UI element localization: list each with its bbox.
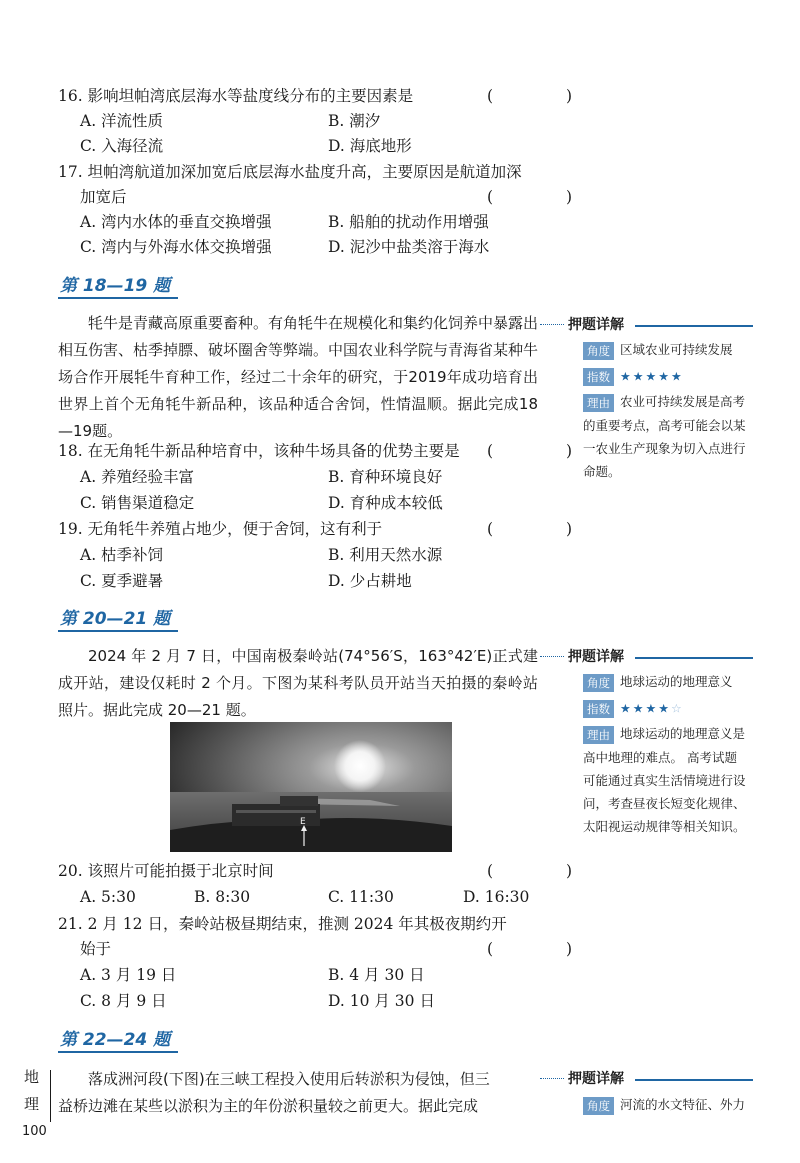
q18-option-d: D. 育种成本较低 <box>328 494 443 512</box>
dotted-leader <box>540 656 564 657</box>
q21-option-a: A. 3 月 19 日 <box>80 966 177 984</box>
sidebar-title: 押题详解 <box>568 649 624 665</box>
sidebar-title: 押题详解 <box>568 1071 624 1087</box>
q18-option-b: B. 育种环境良好 <box>328 468 443 486</box>
star-rating-icon: ★★★★★ <box>620 369 684 384</box>
index-tag: 指数 <box>583 368 614 386</box>
qinling-station-photo <box>170 722 452 852</box>
q17-option-a: A. 湾内水体的垂直交换增强 <box>80 213 272 231</box>
reason-line3: 一农业生产现象为切入点进行 <box>583 441 746 456</box>
sidebar-rule <box>635 325 753 327</box>
reason-line2: 的重要考点，高考可能会以某 <box>583 418 746 433</box>
q21-option-d: D. 10 月 30 日 <box>328 992 435 1010</box>
q21-stem-line2: 始于 <box>80 940 112 958</box>
subject-label-2: 理 <box>24 1095 40 1113</box>
q18-stem: 18. 在无角牦牛新品种培育中，该种牛场具备的优势主要是 <box>58 442 460 460</box>
sidebar-index-row-1 <box>583 366 684 387</box>
reason-line2: 高中地理的难点。 高考试题 <box>583 750 737 765</box>
q16-option-a: A. 洋流性质 <box>80 112 164 130</box>
angle-text: 河流的水文特征、外力 <box>620 1097 746 1112</box>
sidebar-rule <box>635 1079 753 1081</box>
q20-option-c: C. 11:30 <box>328 888 394 906</box>
angle-text: 区域农业可持续发展 <box>620 342 733 357</box>
compass-label: E <box>300 817 306 827</box>
reason-tag: 理由 <box>583 394 614 412</box>
reason-line4: 命题。 <box>583 464 621 479</box>
subject-label-1: 地 <box>24 1068 40 1086</box>
sidebar-title: 押题详解 <box>568 317 624 333</box>
q16-option-d: D. 海底地形 <box>328 137 412 155</box>
sidebar-reason-row-2 <box>583 724 745 744</box>
angle-tag: 角度 <box>583 674 614 692</box>
q21-option-c: C. 8 月 9 日 <box>80 992 167 1010</box>
reason-tag: 理由 <box>583 726 614 744</box>
angle-text: 地球运动的地理意义 <box>620 674 733 689</box>
q17-stem-line2: 加宽后 <box>80 188 127 206</box>
reason-line1: 农业可持续发展是高考 <box>620 394 746 409</box>
sidebar-index-row-2 <box>583 698 684 719</box>
q21-answer-paren: ( ) <box>487 940 607 958</box>
page-number: 100 <box>22 1124 47 1139</box>
q20-option-b: B. 8:30 <box>194 888 251 906</box>
star-rating-icon: ★★★★ <box>620 701 672 716</box>
reason-line4: 问，考查昼夜长短变化规律、 <box>583 796 746 811</box>
q16-option-b: B. 潮汐 <box>328 112 381 130</box>
q18-option-c: C. 销售渠道稳定 <box>80 494 195 512</box>
material-20-21: 2024 年 2 月 7 日，中国南极秦岭站(74°56′S，163°42′E)正式建成开站，建设仅耗时 2 个月。下图为某科考队员开站当天拍摄的秦岭站照片。据此完成 20—21 题。 <box>58 647 538 719</box>
material-22-24-line2: 益桥边滩在某些以淤积为主的年份淤积量较之前更大。据此完成 <box>58 1097 479 1115</box>
q17-answer-paren: ( ) <box>487 188 607 206</box>
section-rule <box>58 297 178 299</box>
q17-option-d: D. 泥沙中盐类溶于海水 <box>328 238 490 256</box>
sidebar-angle-row-1 <box>583 340 733 360</box>
photo-illustration <box>170 722 452 852</box>
section-title-22-24: 第 22—24 题 <box>60 1030 171 1050</box>
sidebar-reason-text-2 <box>583 746 755 838</box>
section-title-18-19: 第 18—19 题 <box>60 276 171 296</box>
sidebar-reason-row-1 <box>583 392 745 412</box>
q20-answer-paren: ( ) <box>487 862 607 880</box>
q21-option-b: B. 4 月 30 日 <box>328 966 425 984</box>
sidebar-header-2 <box>540 646 755 668</box>
q16-option-c: C. 入海径流 <box>80 137 164 155</box>
reason-line1: 地球运动的地理意义是 <box>620 726 746 741</box>
q17-option-c: C. 湾内与外海水体交换增强 <box>80 238 272 256</box>
sidebar-header-3 <box>540 1068 755 1090</box>
q17-stem-line1: 17. 坦帕湾航道加深加宽后底层海水盐度升高，主要原因是航道加深 <box>58 163 522 181</box>
angle-tag: 角度 <box>583 1097 614 1115</box>
q19-option-b: B. 利用天然水源 <box>328 546 443 564</box>
reason-line5: 太阳视运动规律等相关知识。 <box>583 819 746 834</box>
section-rule <box>58 1051 178 1053</box>
q19-stem: 19. 无角牦牛养殖占地少，便于舍饲，这有利于 <box>58 520 383 538</box>
q19-option-c: C. 夏季避暑 <box>80 572 164 590</box>
q18-option-a: A. 养殖经验丰富 <box>80 468 195 486</box>
q19-option-d: D. 少占耕地 <box>328 572 412 590</box>
q20-stem: 20. 该照片可能拍摄于北京时间 <box>58 862 274 880</box>
q19-option-a: A. 枯季补饲 <box>80 546 164 564</box>
sidebar-angle-row-3 <box>583 1095 745 1115</box>
material-18-19: 牦牛是青藏高原重要畜种。有角牦牛在规模化和集约化饲养中暴露出相互伤害、枯季掉膘、破坏圈舍等弊端。中国农业科学院与青海省某种牛场合作开展牦牛育种工作，经过二十余年的研究，于2019年成功培育出世界上首个无角牦牛新品种，该品种适合舍饲，性情温顺。据此完成18—19题。 <box>58 314 539 440</box>
angle-tag: 角度 <box>583 342 614 360</box>
q20-option-d: D. 16:30 <box>463 888 530 906</box>
q17-option-b: B. 船舶的扰动作用增强 <box>328 213 489 231</box>
sidebar-reason-text-1 <box>583 414 755 483</box>
material-22-24-line1: 落成洲河段(下图)在三峡工程投入使用后转淤积为侵蚀，但三 <box>88 1070 490 1088</box>
section-rule <box>58 630 178 632</box>
margin-bar <box>50 1070 51 1122</box>
dotted-leader <box>540 1078 564 1079</box>
sidebar-rule <box>635 657 753 659</box>
q20-option-a: A. 5:30 <box>80 888 136 906</box>
star-empty-icon: ☆ <box>671 701 684 716</box>
q16-answer-paren: ( ) <box>487 87 607 105</box>
sidebar-angle-row-2 <box>583 672 733 692</box>
index-tag: 指数 <box>583 700 614 718</box>
q16-stem: 16. 影响坦帕湾底层海水等盐度线分布的主要因素是 <box>58 87 414 105</box>
sidebar-header-1 <box>540 314 755 336</box>
dotted-leader <box>540 324 564 325</box>
reason-line3: 可能通过真实生活情境进行设 <box>583 773 746 788</box>
section-title-20-21: 第 20—21 题 <box>60 609 171 629</box>
q18-answer-paren: ( ) <box>487 442 607 460</box>
q19-answer-paren: ( ) <box>487 520 607 538</box>
q21-stem-line1: 21. 2 月 12 日，秦岭站极昼期结束，推测 2024 年其极夜期约开 <box>58 915 507 933</box>
